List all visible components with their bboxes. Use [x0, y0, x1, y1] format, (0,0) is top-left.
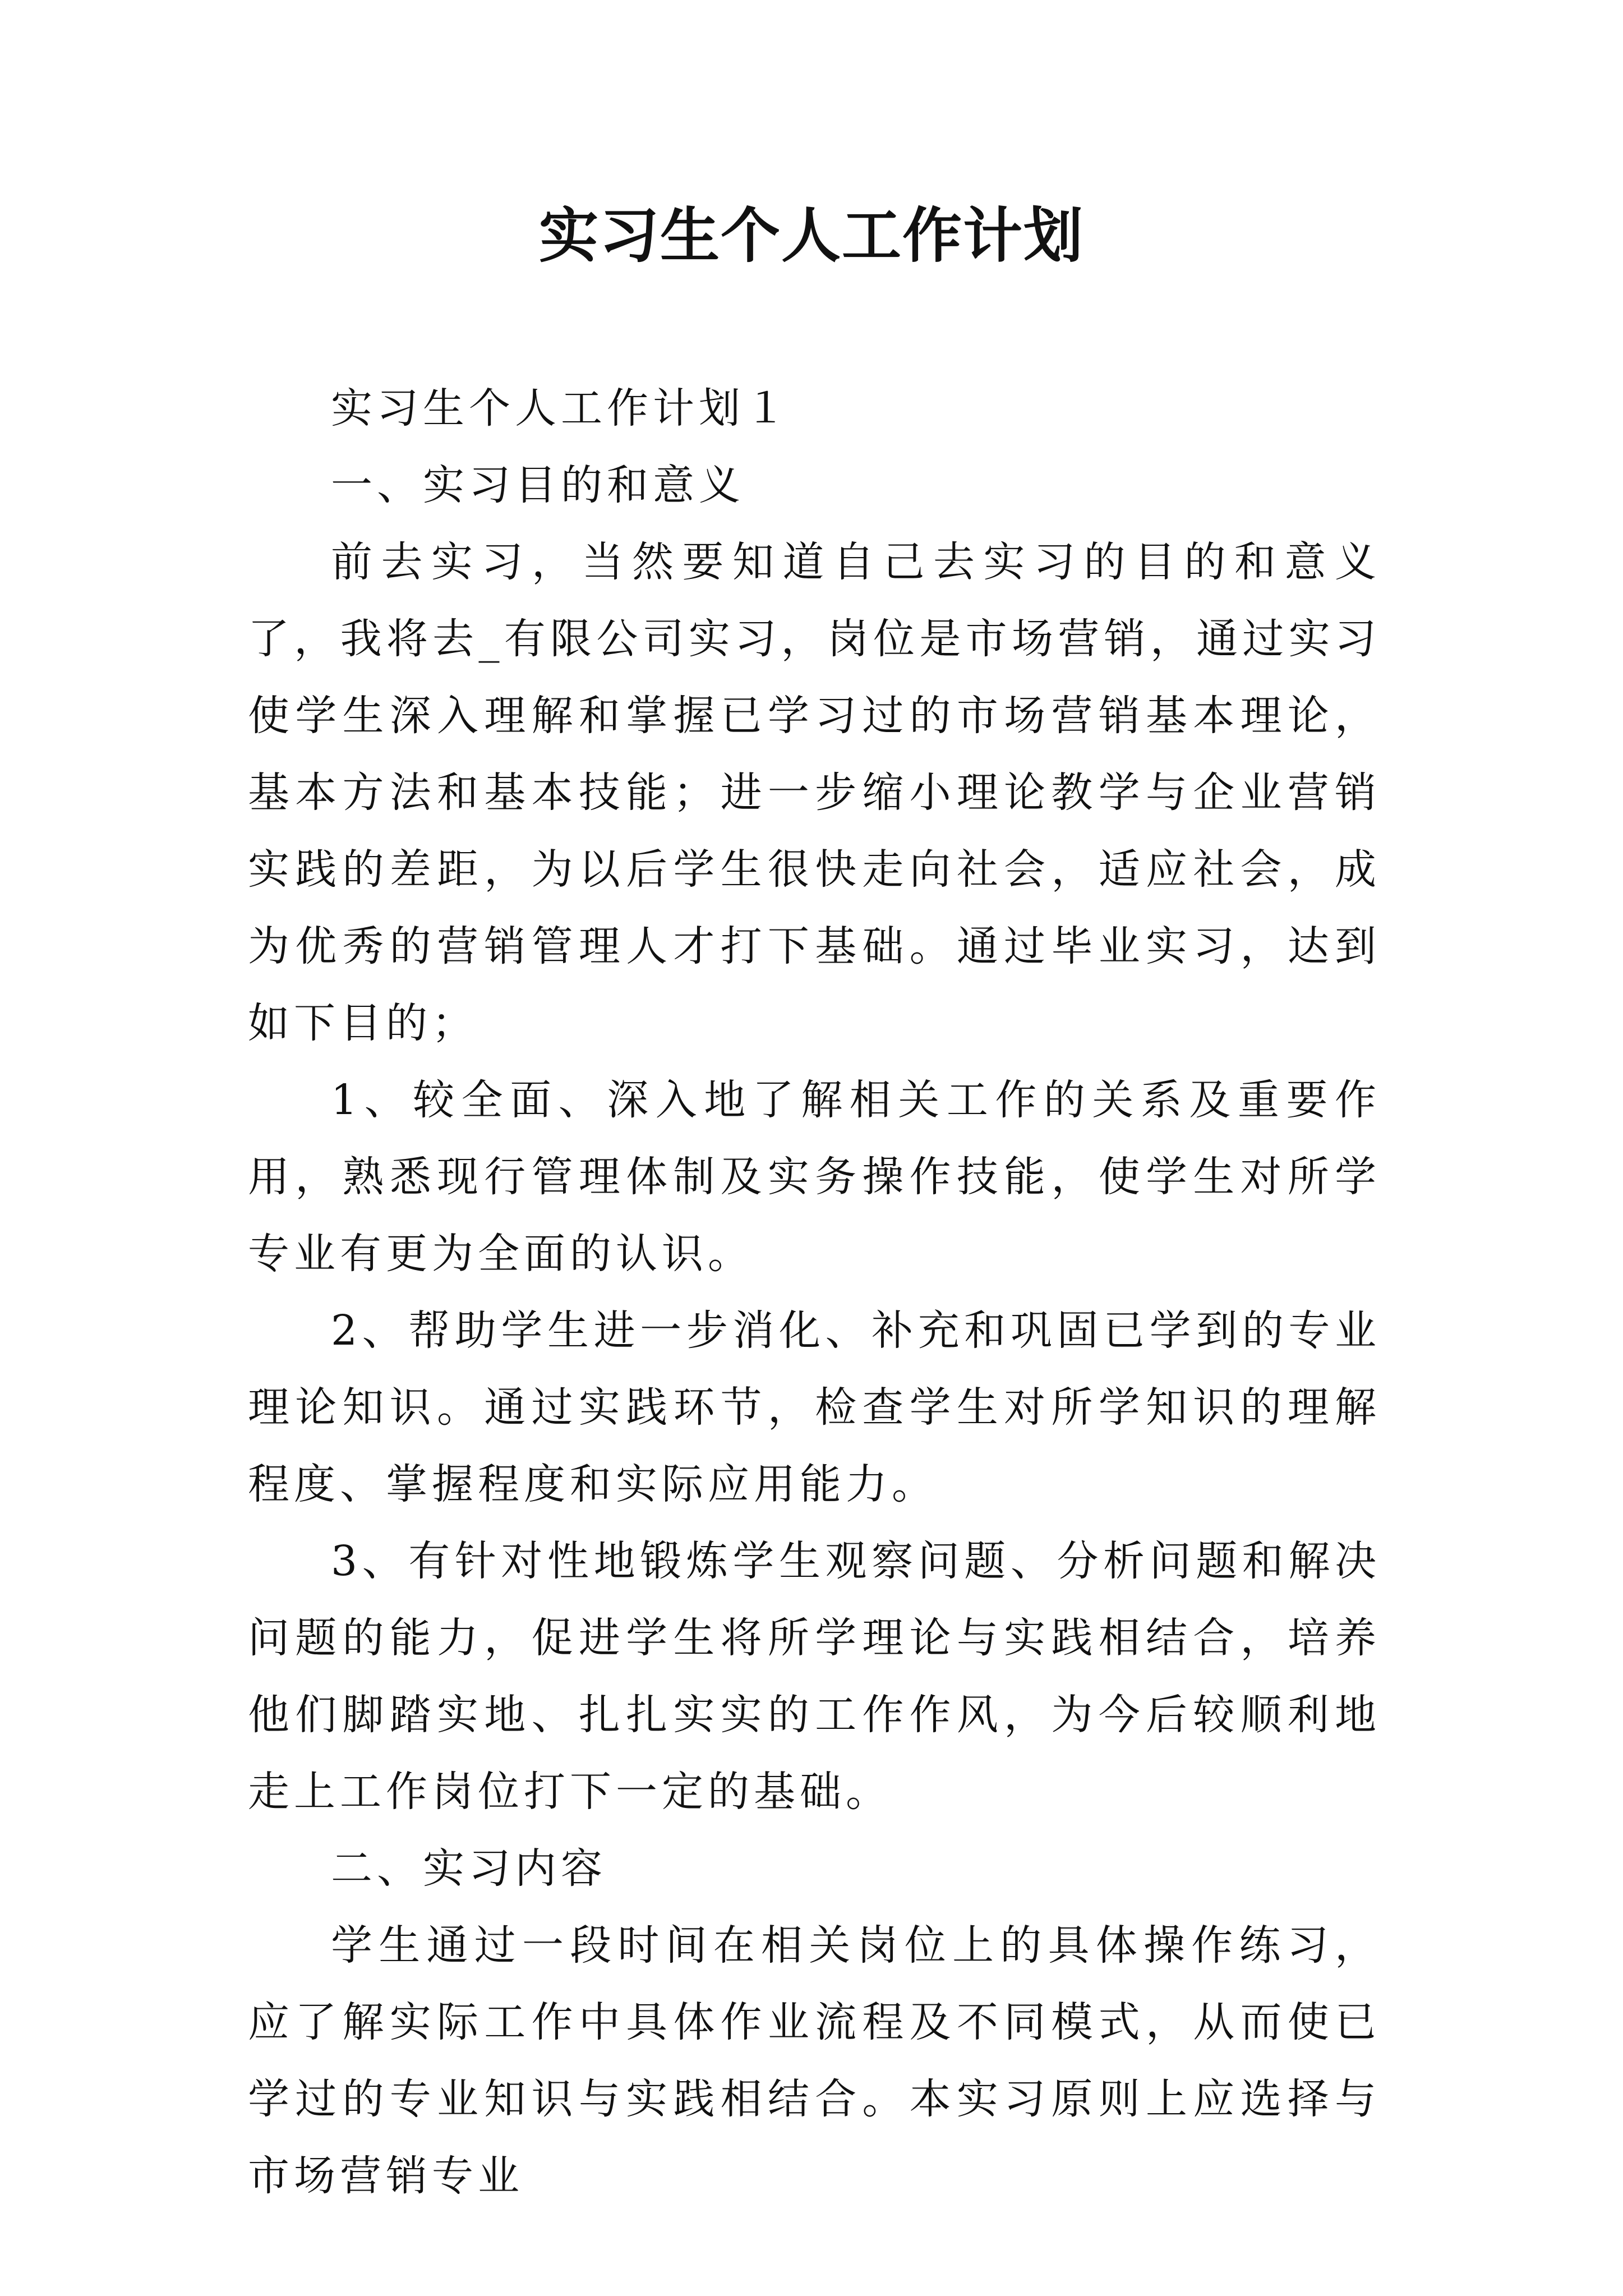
- section-heading-plan-1: 实习生个人工作计划１: [331, 384, 791, 432]
- section-heading-purpose: 一、实习目的和意义: [331, 461, 745, 509]
- document-body: [248, 370, 1381, 2215]
- paragraph-item-2: 2、帮助学生进一步消化、补充和巩固已学到的专业理论知识。通过实践环节，检查学生对所学知识的理解程度、掌握程度和实际应用能力。: [248, 1306, 1381, 1508]
- paragraph-item-1: 1、较全面、深入地了解相关工作的关系及重要作用，熟悉现行管理体制及实务操作技能，使学生对所学专业有更为全面的认识。: [248, 1076, 1381, 1278]
- section-heading-content: 二、实习内容: [331, 1844, 607, 1893]
- paragraph-content: 学生通过一段时间在相关岗位上的具体操作练习，应了解实际工作中具体作业流程及不同模式，从而使已学过的专业知识与实践相结合。本实习原则上应选择与市场营销专业: [248, 1921, 1381, 2200]
- paragraph-intro: 前去实习，当然要知道自己去实习的目的和意义了，我将去_有限公司实习，岗位是市场营销，通过实习使学生深入理解和掌握已学习过的市场营销基本理论，基本方法和基本技能；进一步缩小理论教学与企业营销实践的差距，为以后学生很快走向社会，适应社会，成为优秀的营销管理人才打下基础。通过毕业实习，达到如下目的；: [248, 538, 1381, 1047]
- document-title: 实习生个人工作计划: [539, 200, 1084, 270]
- paragraph-item-3: 3、有针对性地锻炼学生观察问题、分析问题和解决问题的能力，促进学生将所学理论与实践相结合，培养他们脚踏实地、扎扎实实的工作作风，为今后较顺利地走上工作岗位打下一定的基础。: [248, 1537, 1381, 1816]
